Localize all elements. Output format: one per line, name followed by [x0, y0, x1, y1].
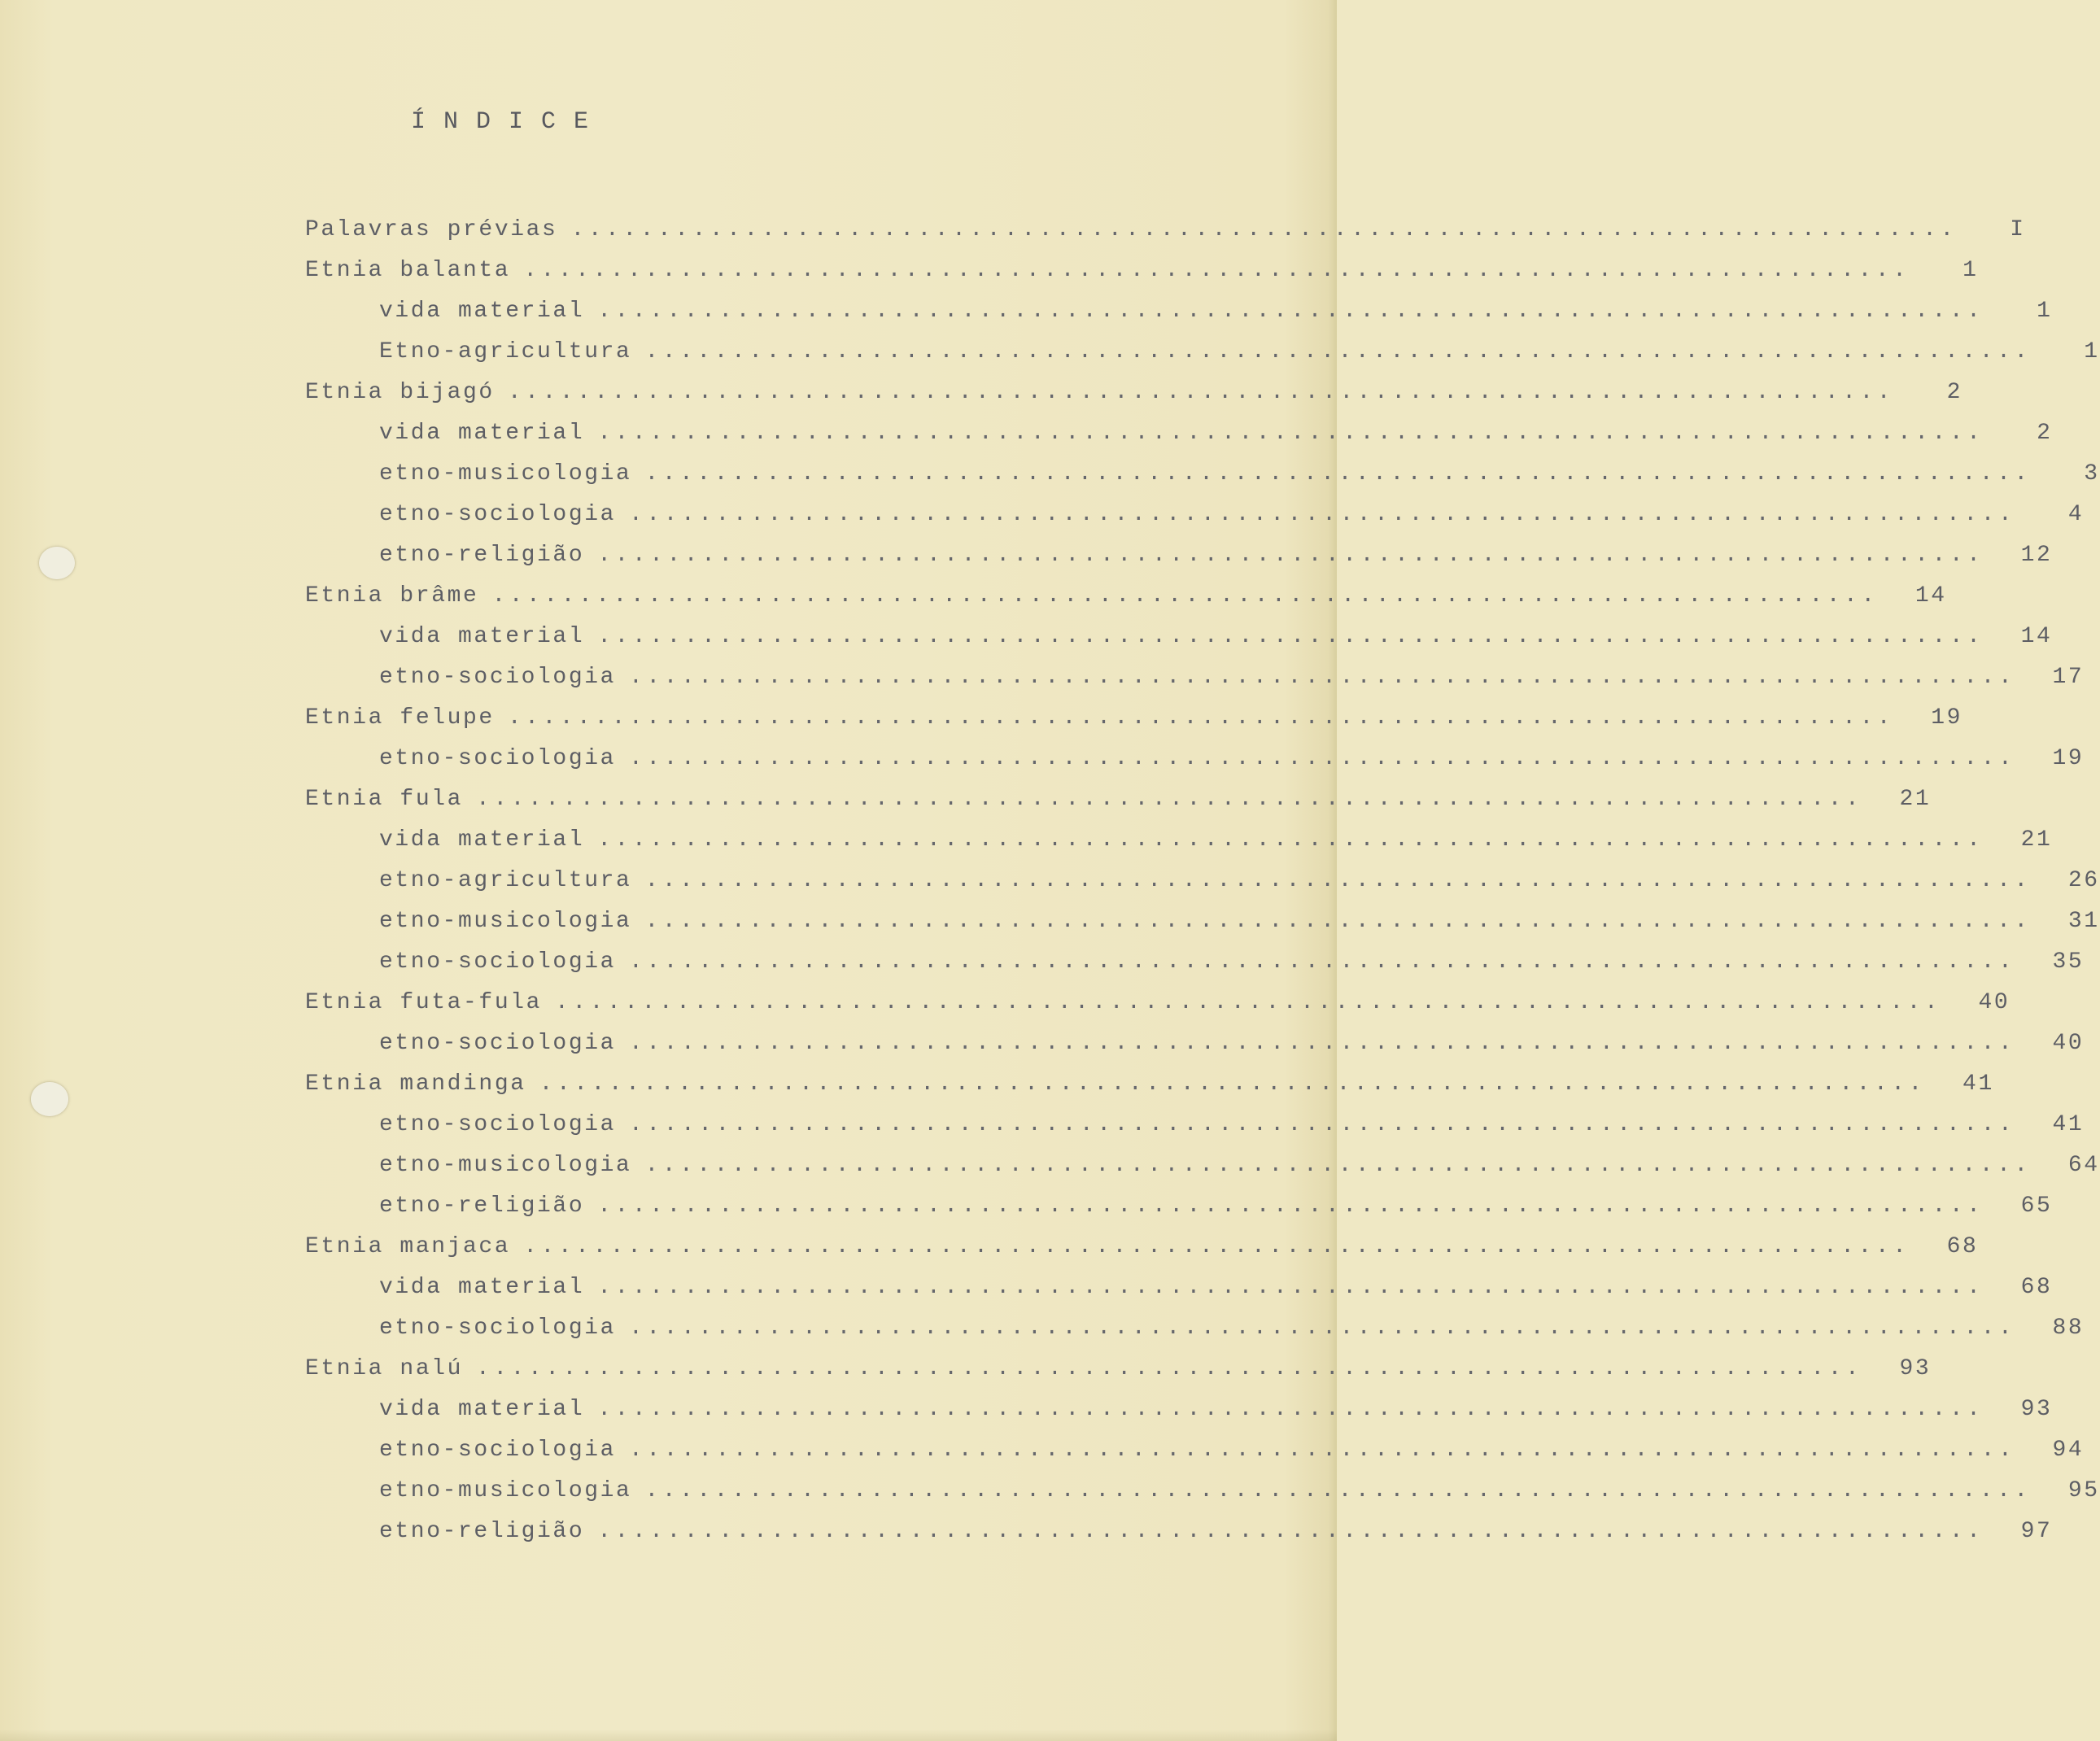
- toc-page-number: 95: [2067, 1478, 2100, 1503]
- toc-page-number: 19: [1931, 705, 1963, 731]
- toc-dot-leader: ................................................................................: [629, 1316, 2016, 1341]
- toc-page-number: 2: [1946, 380, 1963, 405]
- toc-dot-leader: ................................................................................: [644, 1478, 2032, 1503]
- toc-page-number: 4: [2067, 502, 2085, 527]
- toc-subentry: [305, 1397, 2053, 1438]
- toc-dot-leader: ................................................................................: [629, 1112, 2016, 1137]
- toc-dot-leader: ................................................................................: [555, 990, 1942, 1015]
- toc-subentry: [305, 502, 2085, 543]
- toc-entry-label: Etno-agricultura: [379, 339, 632, 364]
- toc-dot-leader: ................................................................................: [597, 1193, 1984, 1219]
- toc-subentry: [305, 1438, 2085, 1478]
- toc-page-number: 68: [2020, 1275, 2053, 1300]
- toc-subentry: [305, 299, 2053, 339]
- toc-page-number: 1: [1962, 258, 1979, 283]
- toc-dot-leader: ................................................................................: [629, 1031, 2016, 1056]
- toc-page-number: 3: [2084, 461, 2100, 487]
- toc-entry-label: Etnia bijagó: [305, 380, 495, 405]
- toc-entry-label: vida material: [379, 827, 585, 853]
- toc-page-number: 19: [2052, 746, 2085, 771]
- table-of-contents: [305, 217, 2100, 1560]
- toc-subentry: [305, 1478, 2100, 1519]
- toc-dot-leader: ................................................................................: [629, 949, 2016, 975]
- toc-entry-label: Etnia brâme: [305, 583, 479, 609]
- toc-entry-label: Palavras prévias: [305, 217, 558, 242]
- index-title: ÍNDICE: [411, 108, 607, 136]
- toc-dot-leader: ................................................................................: [629, 1438, 2016, 1463]
- toc-entry: [305, 1356, 1932, 1397]
- toc-entry-label: vida material: [379, 421, 585, 446]
- toc-page-number: 94: [2052, 1438, 2085, 1463]
- page-edge-bottom: [0, 1730, 1337, 1741]
- toc-page-number: 35: [2052, 949, 2085, 975]
- toc-entry: [305, 1234, 1979, 1275]
- toc-entry: [305, 990, 2010, 1031]
- toc-subentry: [305, 1316, 2085, 1356]
- toc-dot-leader: ................................................................................: [507, 380, 1895, 405]
- toc-page-number: 26: [2067, 868, 2100, 893]
- toc-dot-leader: ................................................................................: [644, 1153, 2032, 1178]
- toc-page-number: 93: [1899, 1356, 1932, 1381]
- toc-entry-label: vida material: [379, 1397, 585, 1422]
- toc-entry: [305, 787, 1932, 827]
- toc-entry-label: vida material: [379, 624, 585, 649]
- toc-dot-leader: ................................................................................: [629, 502, 2016, 527]
- toc-entry: [305, 583, 1947, 624]
- toc-subentry: [305, 746, 2085, 787]
- toc-entry-label: etno-sociologia: [379, 949, 617, 975]
- toc-page-number: 21: [1899, 787, 1932, 812]
- toc-entry: [305, 380, 1963, 421]
- toc-subentry: [305, 1193, 2053, 1234]
- toc-page-number: I: [2010, 217, 2026, 242]
- toc-page-number: 40: [1978, 990, 2010, 1015]
- toc-entry-label: etno-sociologia: [379, 1112, 617, 1137]
- toc-dot-leader: ................................................................................: [644, 909, 2032, 934]
- toc-page-number: 65: [2020, 1193, 2053, 1219]
- toc-entry: [305, 258, 1979, 299]
- toc-subentry: [305, 461, 2100, 502]
- toc-subentry: [305, 868, 2100, 909]
- toc-dot-leader: ................................................................................: [597, 1519, 1984, 1544]
- toc-subentry: [305, 1519, 2053, 1560]
- toc-page-number: 14: [2020, 624, 2053, 649]
- toc-page-number: 2: [2037, 421, 2053, 446]
- toc-entry-label: Etnia manjaca: [305, 1234, 511, 1259]
- toc-dot-leader: ................................................................................: [523, 1234, 1910, 1259]
- toc-entry-label: etno-musicologia: [379, 909, 632, 934]
- toc-page-number: 31: [2067, 909, 2100, 934]
- toc-dot-leader: ................................................................................: [597, 543, 1984, 568]
- toc-page-number: 93: [2020, 1397, 2053, 1422]
- toc-dot-leader: ................................................................................: [507, 705, 1895, 731]
- toc-entry-label: vida material: [379, 299, 585, 324]
- toc-page-number: 1: [2037, 299, 2053, 324]
- toc-entry-label: Etnia futa-fula: [305, 990, 543, 1015]
- toc-subentry: [305, 543, 2053, 583]
- toc-page-number: 14: [1914, 583, 1947, 609]
- toc-dot-leader: ................................................................................: [491, 583, 1879, 609]
- toc-entry-label: etno-musicologia: [379, 1478, 632, 1503]
- toc-entry-label: Etnia mandinga: [305, 1071, 526, 1097]
- toc-subentry: [305, 665, 2085, 705]
- toc-entry-label: etno-religião: [379, 1519, 585, 1544]
- toc-dot-leader: ................................................................................: [523, 258, 1910, 283]
- toc-page-number: 40: [2052, 1031, 2085, 1056]
- toc-page-number: 41: [2052, 1112, 2085, 1137]
- toc-dot-leader: ................................................................................: [629, 665, 2016, 690]
- toc-dot-leader: ................................................................................: [597, 827, 1984, 853]
- toc-entry-label: etno-sociologia: [379, 1316, 617, 1341]
- toc-subentry: [305, 827, 2053, 868]
- toc-entry-label: Etnia felupe: [305, 705, 495, 731]
- toc-dot-leader: ................................................................................: [644, 461, 2032, 487]
- toc-entry: [305, 217, 2026, 258]
- toc-entry-label: Etnia balanta: [305, 258, 511, 283]
- toc-entry-label: etno-agricultura: [379, 868, 632, 893]
- toc-subentry: [305, 1031, 2085, 1071]
- toc-dot-leader: ................................................................................: [597, 1397, 1984, 1422]
- toc-entry-label: etno-musicologia: [379, 461, 632, 487]
- toc-dot-leader: ................................................................................: [539, 1071, 1926, 1097]
- toc-entry-label: etno-sociologia: [379, 746, 617, 771]
- toc-dot-leader: ................................................................................: [644, 339, 2032, 364]
- toc-dot-leader: ................................................................................: [597, 421, 1984, 446]
- toc-entry-label: Etnia fula: [305, 787, 464, 812]
- toc-page-number: 64: [2067, 1153, 2100, 1178]
- toc-page-number: 1: [2084, 339, 2100, 364]
- paper-blemish: [39, 547, 75, 579]
- toc-subentry: [305, 1112, 2085, 1153]
- toc-entry: [305, 705, 1963, 746]
- toc-entry-label: etno-musicologia: [379, 1153, 632, 1178]
- toc-page-number: 17: [2052, 665, 2085, 690]
- toc-entry-label: etno-sociologia: [379, 1438, 617, 1463]
- toc-subentry: [305, 421, 2053, 461]
- toc-page-number: 97: [2020, 1519, 2053, 1544]
- toc-page-number: 41: [1962, 1071, 1994, 1097]
- toc-subentry: [305, 1153, 2100, 1193]
- toc-subentry: [305, 1275, 2053, 1316]
- toc-entry: [305, 1071, 1994, 1112]
- toc-entry-label: etno-religião: [379, 543, 585, 568]
- toc-dot-leader: ................................................................................: [597, 624, 1984, 649]
- toc-subentry: [305, 339, 2100, 380]
- toc-subentry: [305, 909, 2100, 949]
- toc-page-number: 12: [2020, 543, 2053, 568]
- toc-dot-leader: ................................................................................: [597, 299, 1984, 324]
- toc-subentry: [305, 624, 2053, 665]
- toc-entry-label: etno-sociologia: [379, 502, 617, 527]
- toc-dot-leader: ................................................................................: [570, 217, 1958, 242]
- toc-dot-leader: ................................................................................: [476, 787, 1863, 812]
- toc-entry-label: Etnia nalú: [305, 1356, 464, 1381]
- toc-entry-label: vida material: [379, 1275, 585, 1300]
- toc-page-number: 68: [1946, 1234, 1979, 1259]
- paper-blemish: [31, 1082, 68, 1116]
- toc-entry-label: etno-religião: [379, 1193, 585, 1219]
- toc-dot-leader: ................................................................................: [644, 868, 2032, 893]
- toc-page-number: 21: [2020, 827, 2053, 853]
- toc-subentry: [305, 949, 2085, 990]
- toc-page-number: 88: [2052, 1316, 2085, 1341]
- toc-entry-label: etno-sociologia: [379, 665, 617, 690]
- toc-dot-leader: ................................................................................: [629, 746, 2016, 771]
- toc-dot-leader: ................................................................................: [597, 1275, 1984, 1300]
- toc-dot-leader: ................................................................................: [476, 1356, 1863, 1381]
- toc-entry-label: etno-sociologia: [379, 1031, 617, 1056]
